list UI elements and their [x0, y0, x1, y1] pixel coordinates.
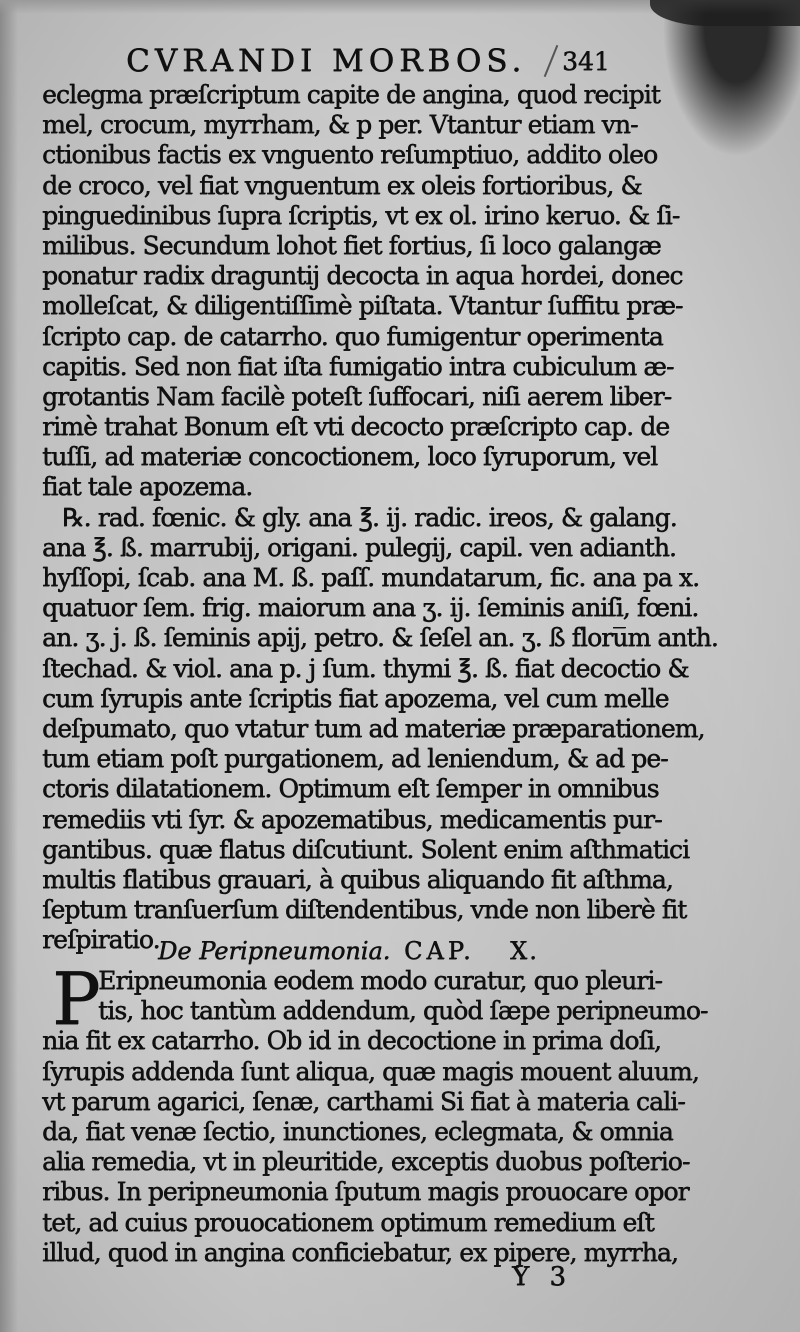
paragraph-eclegma — [42, 80, 683, 503]
text-line: reſpiratio. — [42, 925, 160, 955]
text-line: ſtechad. & viol. ana p. j ſum. thymi ℥. ß. fiat decoctio & — [42, 653, 689, 683]
text-line: gantibus. quæ flatus diſcutiunt. Solent enim aſthmatici — [42, 834, 690, 864]
text-line: tet, ad cuius prouocationem optimum remedium eſt — [42, 1207, 654, 1237]
text-line: alia remedia, vt in pleuritide, exceptis duobus poſterio- — [42, 1147, 690, 1177]
pen-mark — [544, 45, 559, 77]
text-line: ſcripto cap. de catarrho. quo fumigentur operimenta — [42, 321, 663, 351]
drop-capital: P — [52, 957, 101, 1041]
text-line: capitis. Sed non fiat iſta fumigatio intra cubiculum æ- — [42, 351, 674, 381]
running-head: CVRANDI MORBOS. — [126, 43, 527, 79]
text-line: milibus. Secundum lohot fiet fortius, ſi loco galangæ — [42, 230, 661, 260]
text-line: remediis vti ſyr. & apozematibus, medicamentis pur- — [42, 804, 662, 834]
text-line: fiat tale apozema. — [42, 472, 253, 502]
text-line: tis, hoc tantùm addendum, quòd ſæpe peripneumo- — [98, 996, 708, 1026]
text-line: ctoris dilatationem. Optimum eſt ſemper in omnibus — [42, 774, 659, 804]
paragraph-recipe — [42, 502, 718, 956]
text-line: da, fiat venæ ſectio, inunctiones, eclegmata, & omnia — [42, 1116, 673, 1146]
signature-mark: Y 3 — [512, 1262, 572, 1292]
chapter-number: X. — [510, 937, 539, 965]
text-line: de croco, vel fiat vnguentum ex oleis fortioribus, & — [42, 170, 642, 200]
text-line: ribus. In peripneumonia ſputum magis prouocare opor — [42, 1177, 689, 1207]
text-line: ctionibus factis ex vnguento reſumptiuo, addito oleo — [42, 140, 658, 170]
main-text — [42, 80, 718, 955]
text-line: ℞. rad. fœnic. & gly. ana ℥. ij. radic. ireos, & galang. — [62, 502, 677, 532]
text-line: an. ʒ. j. ß. ſeminis apij, petro. & ſeſel an. ʒ. ß floru̅m anth. — [42, 623, 718, 653]
text-line: deſpumato, quo vtatur tum ad materiæ præparationem, — [42, 713, 705, 743]
text-line: pinguedinibus ſupra ſcriptis, vt ex ol. irino keruo. & ſi- — [42, 200, 680, 230]
text-line: multis flatibus grauari, à quibus aliquando fit aſthma, — [42, 864, 673, 894]
chapter-heading — [158, 934, 618, 968]
text-line: nia fit ex catarrho. Ob id in decoctione in prima doſi, — [42, 1026, 661, 1056]
text-line: molleſcat, & diligentiſſimè piſtata. Vtantur ſuffitu præ- — [42, 291, 683, 321]
text-line: cum ſyrupis ante ſcriptis fiat apozema, vel cum melle — [42, 683, 669, 713]
text-line: mel, crocum, myrrham, & p per. Vtantur etiam vn- — [42, 110, 638, 140]
text-line: quatuor ſem. frig. maiorum ana ʒ. ij. ſeminis aniſi, fœni. — [42, 593, 699, 623]
text-line: grotantis Nam facilè poteſt ſuffocari, niſi aerem liber- — [42, 381, 672, 411]
text-line: rimè trahat Bonum eſt vti decocto præſcripto cap. de — [42, 412, 670, 442]
text-line: ſeptum tranſuerſum diſtendentibus, vnde non liberè fit — [42, 895, 687, 925]
text-line: hyſſopi, ſcab. ana M. ß. paſſ. mundatarum, fic. ana pa x. — [42, 563, 700, 592]
text-line: Eripneumonia eodem modo curatur, quo pleuri- — [98, 966, 662, 995]
text-line: illud, quod in angina conficiebatur, ex pipere, myrrha, — [42, 1237, 678, 1267]
chapter-body — [42, 957, 708, 1268]
chapter-title: De Peripneumonia. — [158, 937, 391, 965]
text-line: tum etiam poſt purgationem, ad leniendum, & ad pe- — [42, 744, 668, 774]
page-number: 341 — [562, 47, 610, 76]
chapter-label: CAP. — [404, 937, 475, 965]
text-line: ſyrupis addenda ſunt aliqua, quæ magis mouent aluum, — [42, 1056, 699, 1086]
ink-blot-corner — [650, 0, 800, 26]
text-line: vt parum agarici, ſenæ, carthami Si fiat à materia cali- — [42, 1086, 685, 1116]
page-gutter-shadow — [0, 0, 18, 1332]
text-line: tuſſi, ad materiæ concoctionem, loco ſyruporum, vel — [42, 442, 658, 472]
text-line: eclegma præſcriptum capite de angina, quod recipit — [42, 80, 660, 109]
text-line: ponatur radix draguntij decocta in aqua hordei, donec — [42, 261, 683, 291]
page-header — [120, 38, 660, 84]
text-line: ana ℥. ß. marrubij, origani. pulegij, capil. ven adianth. — [42, 532, 676, 562]
